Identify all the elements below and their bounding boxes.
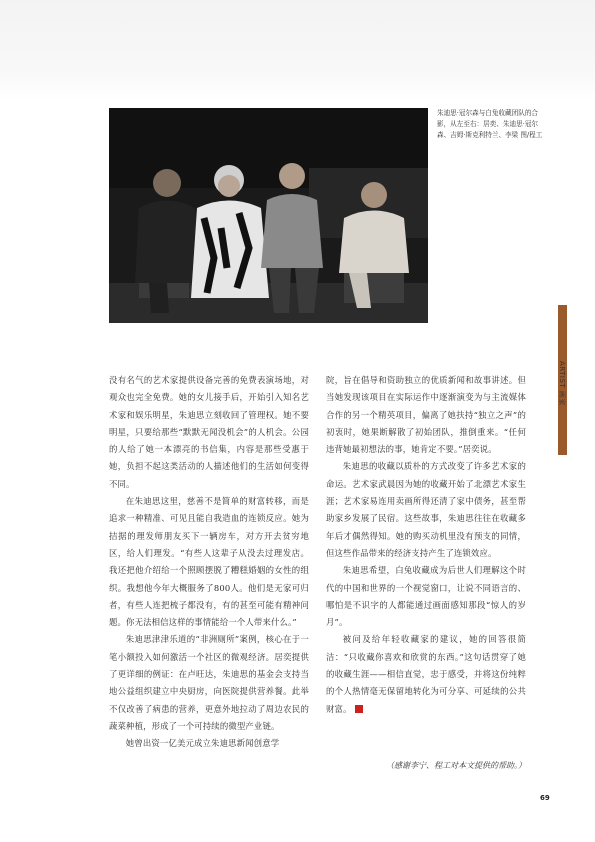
- end-mark-icon: [355, 705, 363, 713]
- paragraph-final: [326, 631, 526, 717]
- paragraph-text: 被问及给年轻收藏家的建议，她的回答很简洁：“只收藏你喜欢和欣赏的东西。”这句话贯穿了她的收藏生涯——相信直觉，忠于感受，并将这份纯粹的个人热情毫无保留地转化为可分享、可延续的公共财富。: [326, 634, 526, 714]
- article-column-right: [326, 372, 526, 718]
- paragraph: 朱迪思希望，白兔收藏成为后世人们理解这个时代的中国和世界的一个视觉窗口，让说不同语言的、哪怕是不识字的人都能通过画面感知那段“惊人的岁月”。: [326, 565, 526, 628]
- paragraph: 没有名气的艺术家提供设备完善的免费表演场地，对观众也完全免费。她的女儿接手后，开始引入知名艺术家和娱乐明星，朱迪思立刻收回了管理权。她不要明星，只要给那些“默默无闻没机会”的人机会。公园的人给了她一本漂亮的书信集，内容是那些受惠于她，负担不起这类活动的人描述他们的生活如何变得不同。: [109, 375, 309, 489]
- article-column-left: [109, 372, 309, 753]
- paragraph: 朱迪思津津乐道的“非洲厕所”案例，核心在于一笔小额投入如何激活一个社区的微观经济。居奕提供了更详细的例证：在卢旺达，朱迪思的基金会支持当地公益组织建立中央厨房，向医院提供营养餐。此举不仅改善了病患的营养，更意外地拉动了周边农民的蔬菜种植，形成了一个可持续的微型产业链。: [109, 634, 309, 731]
- group-photo: [109, 108, 428, 323]
- paragraph: 院，旨在倡导和资助独立的优质新闻和故事讲述。但当她发现该项目在实际运作中逐渐演变为与主流媒体合作的另一个精英项目，偏离了她扶持“独立之声”的初衷时，她果断解散了初始团队，推倒重来。“任何违背她最初想法的事，她肯定不要。”居奕说。: [326, 375, 526, 455]
- photo-caption: 朱迪思·冠尔森与白兔收藏团队的合影，从左至右：居奕、朱迪思·冠尔森、吉姆·斯克利特兰、李梁 图/程工: [437, 109, 543, 139]
- page-number: 69: [540, 794, 550, 802]
- section-label: ARTIST 画家: [558, 361, 566, 406]
- paragraph: 在朱迪思这里，慈善不是简单的财富转移，而是追求一种精准、可见且能自我造血的连锁反应。她为拮据的理发师朋友买下一辆房车，对方开去贫穷地区，给人们理发。“有些人这辈子从没去过理发店。我还把他介绍给一个照顾摆脱了糟糕婚姻的女性的组织。我想他今年大概服务了800人。他们是无家可归者，有些人连把梳子都没有，有的甚至可能有精神问题。你无法相信这样的事情能给一个人带来什么。”: [109, 496, 309, 628]
- acknowledgement: （感谢李宁、程工对本文提供的帮助。）: [386, 761, 526, 770]
- top-photo-fade: [0, 0, 595, 100]
- paragraph: 朱迪思的收藏以质朴的方式改变了许多艺术家的命运。艺术家武晨因为她的收藏开始了北漂艺术家生涯；艺术家易连用卖画所得还清了家中债务，甚至帮助家乡发展了民宿。这些故事，朱迪思往往在收藏多年后才偶然得知。她的购买动机里没有预支的同情，但这些作品带来的经济支持产生了连锁效应。: [326, 461, 526, 558]
- paragraph: 她曾出资一亿美元成立朱迪思新闻创意学: [125, 738, 280, 749]
